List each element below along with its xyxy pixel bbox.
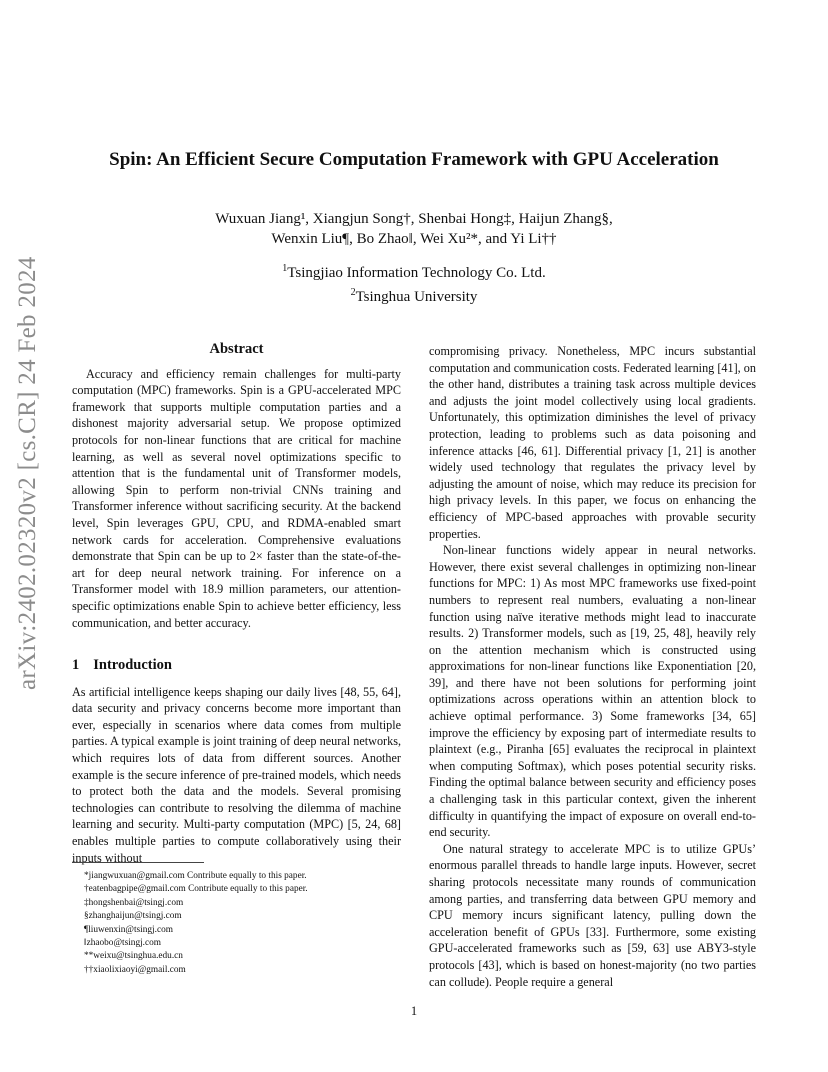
- authors-line-2: Wenxin Liu¶, Bo Zhao‖, Wei Xu²*, and Yi Li††: [271, 231, 557, 247]
- page-number: 1: [410, 1004, 418, 1018]
- section-number: 1: [72, 657, 80, 674]
- footnote: *jiangwuxuan@gmail.com Contribute equally to this paper.: [84, 871, 307, 881]
- footnote: **weixu@tsinghua.edu.cn: [84, 951, 183, 962]
- affiliation-1: $^1$Tsingjiao Information Technology Co. Ltd.: [282, 263, 546, 281]
- intro-paragraph-1: As artificial intelligence keeps shaping our daily lives [48, 55, 64], data security and privacy concerns become more important than ever, especially in scenarios where data comes from multiple parties. A typical example is joint training of deep neural networks, which requires lots of data from different sources. Another example is the secure inference of pre-trained models, which needs to protect both the data and the models. Several promising technologies can contribute to resolving the dilemma of machine learning and security. Multi-party computation (MPC) [5, 24, 68] enables multiple parties to compute collaboratively using their inputs without: [72, 684, 401, 865]
- footnote: ‡hongshenbai@tsingj.com: [84, 897, 184, 908]
- section-title: Introduction: [93, 657, 172, 674]
- authors-line-1: Wuxuan Jiang¹, Xiangjun Song†, Shenbai Hong‡, Haijun Zhang§,: [215, 211, 613, 227]
- author-list: [0, 209, 828, 249]
- affiliations: [0, 259, 828, 307]
- footnote: †eatenbagpipe@gmail.com Contribute equally to this paper.: [84, 884, 308, 895]
- paper-title: Spin: An Efficient Secure Computation Framework with GPU Acceleration: [109, 149, 719, 170]
- intro-paragraph-3: Non-linear functions widely appear in neural networks. However, there exist several challenges in optimizing non-linear functions for MPC: 1) As most MPC frameworks use fixed-point numbers to represent real numbers, evaluating a non-linear function using naïve iterative methods might lead to inaccurate results. 2) Transformer models, such as [19, 25, 48], heavily rely on the attention mechanism which is constructed using approximations for non-linear functions like Exponentiation [20, 39], and there have not been solutions for performing joint optimizations across operations within an attention block to achieve optimal performance. 3) Some frameworks [34, 65] improve the efficiency by exposing part of intermediate results to plaintext (e.g., Piranha [65] evaluates the reciprocal in plaintext when computing Softmax), which poses potential security risks. Finding the optimal balance between security and efficiency poses a challenging task in this particular context, given the inherent difficulty in quantifying the impact of exposure on overall end-to-end security.: [429, 543, 756, 840]
- abstract-text: Accuracy and efficiency remain challenges for multi-party computation (MPC) frameworks. Spin is a GPU-accelerated MPC framework that supports multiple computation parties and a dishonest majority adversarial setup. We propose optimized protocols for non-linear functions that are critical for machine learning, as well as several novel optimizations specific to attention that is the fundamental unit of Transformer models, allowing Spin to perform non-trivial CNNs training and Transformer inference without sacrificing security. At the backend level, Spin leverages GPU, CPU, and RDMA-enabled smart network cards for acceleration. Comprehensive evaluations demonstrate that Spin can be up to 2× faster than the state-of-the-art for deep neural network training. For inference on a Transformer model with 18.9 million parameters, our attention-specific optimizations enable Spin to achieve better efficiency, less communication, and better accuracy.: [72, 366, 401, 630]
- abstract-heading: Abstract: [209, 341, 264, 357]
- section-heading-introduction: [72, 657, 401, 674]
- left-column: [72, 341, 401, 866]
- arxiv-id: arXiv:2402.02320v2 [cs.CR] 24 Feb 2024: [14, 256, 41, 690]
- footnote-rule: [72, 862, 204, 863]
- affiliation-2: $^2$Tsinghua University: [350, 287, 478, 305]
- right-column: [429, 343, 756, 990]
- footnotes: [84, 870, 308, 977]
- footnote: ††xiaolixiaoyi@gmail.com: [84, 964, 186, 975]
- footnote: §zhanghaijun@tsingj.com: [84, 911, 182, 922]
- intro-paragraph-2: compromising privacy. Nonetheless, MPC incurs substantial computation and communication costs. Federated learning [41], on the other hand, distributes a training task across multiple devices and adjusts the joint model collectively using local gradients. Unfortunately, this optimization diminishes the level of privacy protection, leading to problems such as data poisoning and inference attacks [46, 61]. Differential privacy [1, 21] is another widely used technology that regulates the privacy level by adjusting the amount of noise, which may reduce its precision for high privacy levels. In this paper, we focus on enhancing the efficiency of MPC-based approaches with provable security properties.: [429, 344, 756, 541]
- intro-paragraph-4: One natural strategy to accelerate MPC is to utilize GPUs’ enormous parallel threads to handle large inputs. However, secret sharing protocols necessitate many rounds of communication among parties, and transferring data between GPU memory and CPU memory incurs significant latency, pulling down the acceleration benefit of GPUs [33]. Furthermore, some existing GPU-accelerated frameworks such as [59, 63] use ABY3-style protocols [43], which is based on honest-majority (no two parties can collude). People require a general: [429, 841, 756, 989]
- footnote: ‖zhaobo@tsingj.com: [84, 938, 162, 949]
- footnote: ¶liuwenxin@tsingj.com: [84, 924, 173, 935]
